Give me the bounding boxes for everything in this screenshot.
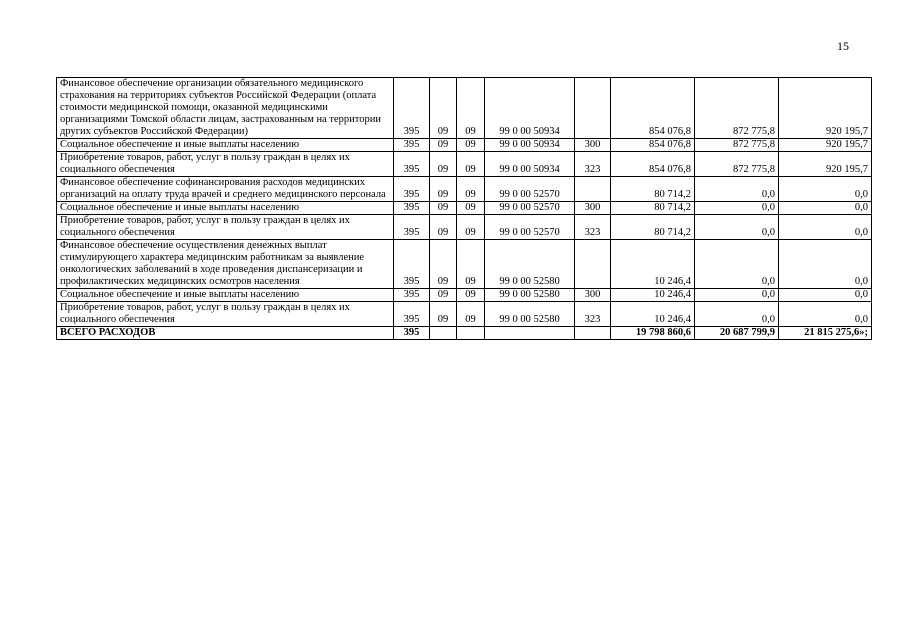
row-ved-cell: 395 [394,139,430,152]
row-vr-cell: 300 [575,139,611,152]
row-year-2-cell: 0,0 [695,302,779,327]
row-csr-cell: 99 0 00 52580 [485,289,575,302]
row-ved-cell: 395 [394,78,430,139]
row-year-1-cell: 10 246,4 [611,289,695,302]
row-csr-cell: 99 0 00 50934 [485,152,575,177]
row-rz-cell: 09 [430,177,457,202]
table-row [57,78,872,139]
row-vr-cell: 300 [575,202,611,215]
row-year-2-cell: 872 775,8 [695,78,779,139]
row-year-3-cell: 920 195,7 [779,78,872,139]
row-csr-cell: 99 0 00 52570 [485,215,575,240]
row-ved-cell: 395 [394,215,430,240]
row-year-1-cell: 10 246,4 [611,302,695,327]
table-row [57,177,872,202]
row-name-cell: Приобретение товаров, работ, услуг в пользу граждан в целях их социального обеспечения [57,215,394,240]
row-pr-cell: 09 [457,177,485,202]
row-year-1-cell: 80 714,2 [611,177,695,202]
row-year-3-cell: 0,0 [779,177,872,202]
total-csr [485,327,575,340]
page-number: 15 [837,39,849,53]
row-year-1-cell: 80 714,2 [611,202,695,215]
row-rz-cell: 09 [430,289,457,302]
row-ved-cell: 395 [394,289,430,302]
row-pr-cell: 09 [457,202,485,215]
row-year-3-cell: 920 195,7 [779,139,872,152]
total-row [57,327,872,340]
row-vr-cell: 300 [575,289,611,302]
total-ved: 395 [394,327,430,340]
total-label: ВСЕГО РАСХОДОВ [57,327,394,340]
row-vr-cell: 323 [575,302,611,327]
total-rz [430,327,457,340]
row-vr-cell [575,240,611,289]
row-year-2-cell: 0,0 [695,202,779,215]
row-csr-cell: 99 0 00 52580 [485,240,575,289]
row-rz-cell: 09 [430,139,457,152]
row-year-1-cell: 10 246,4 [611,240,695,289]
row-name-cell: Социальное обеспечение и иные выплаты населению [57,139,394,152]
table-row [57,302,872,327]
row-rz-cell: 09 [430,202,457,215]
row-year-3-cell: 0,0 [779,289,872,302]
row-csr-cell: 99 0 00 50934 [485,78,575,139]
row-pr-cell: 09 [457,139,485,152]
row-ved-cell: 395 [394,152,430,177]
row-rz-cell: 09 [430,240,457,289]
table-row [57,215,872,240]
total-year-1: 19 798 860,6 [611,327,695,340]
row-name-cell: Приобретение товаров, работ, услуг в пользу граждан в целях их социального обеспечения [57,152,394,177]
row-ved-cell: 395 [394,302,430,327]
row-year-3-cell: 0,0 [779,240,872,289]
row-year-2-cell: 872 775,8 [695,139,779,152]
row-rz-cell: 09 [430,78,457,139]
expenditure-table [56,77,872,340]
row-name-cell: Финансовое обеспечение осуществления денежных выплат стимулирующего характера медицинским работникам за выявление онкологических заболеваний в ходе проведения диспансеризации и профилактических медицинских осмотров населения [57,240,394,289]
row-pr-cell: 09 [457,152,485,177]
row-ved-cell: 395 [394,202,430,215]
table-row [57,240,872,289]
row-year-3-cell: 0,0 [779,302,872,327]
row-name-cell: Финансовое обеспечение софинансирования расходов медицинских организаций на оплату труда врачей и среднего медицинского персонала [57,177,394,202]
row-vr-cell: 323 [575,215,611,240]
row-pr-cell: 09 [457,302,485,327]
row-pr-cell: 09 [457,240,485,289]
row-vr-cell [575,78,611,139]
total-vr [575,327,611,340]
row-year-1-cell: 854 076,8 [611,139,695,152]
row-year-2-cell: 0,0 [695,177,779,202]
row-pr-cell: 09 [457,78,485,139]
row-pr-cell: 09 [457,215,485,240]
row-year-3-cell: 0,0 [779,202,872,215]
row-ved-cell: 395 [394,240,430,289]
row-year-1-cell: 80 714,2 [611,215,695,240]
row-ved-cell: 395 [394,177,430,202]
row-rz-cell: 09 [430,215,457,240]
row-name-cell: Приобретение товаров, работ, услуг в пользу граждан в целях их социального обеспечения [57,302,394,327]
row-name-cell: Социальное обеспечение и иные выплаты населению [57,289,394,302]
row-year-2-cell: 0,0 [695,289,779,302]
row-vr-cell: 323 [575,152,611,177]
row-name-cell: Социальное обеспечение и иные выплаты населению [57,202,394,215]
row-year-2-cell: 0,0 [695,215,779,240]
row-rz-cell: 09 [430,302,457,327]
table-row [57,202,872,215]
total-year-3: 21 815 275,6»; [779,327,872,340]
row-csr-cell: 99 0 00 52580 [485,302,575,327]
row-year-3-cell: 0,0 [779,215,872,240]
total-year-2: 20 687 799,9 [695,327,779,340]
row-csr-cell: 99 0 00 52570 [485,177,575,202]
row-name-cell: Финансовое обеспечение организации обязательного медицинского страхования на территориях субъектов Российской Федерации (оплата стоимости медицинской помощи, оказанной медицинскими организациями Томской области лицам, застрахованным на территории других субъектов Российской Федерации) [57,78,394,139]
row-year-2-cell: 872 775,8 [695,152,779,177]
row-pr-cell: 09 [457,289,485,302]
row-vr-cell [575,177,611,202]
table-row [57,289,872,302]
row-year-2-cell: 0,0 [695,240,779,289]
row-csr-cell: 99 0 00 52570 [485,202,575,215]
row-year-1-cell: 854 076,8 [611,78,695,139]
table-row [57,139,872,152]
row-rz-cell: 09 [430,152,457,177]
row-csr-cell: 99 0 00 50934 [485,139,575,152]
total-pr [457,327,485,340]
table-row [57,152,872,177]
row-year-1-cell: 854 076,8 [611,152,695,177]
row-year-3-cell: 920 195,7 [779,152,872,177]
table-body [57,78,872,340]
